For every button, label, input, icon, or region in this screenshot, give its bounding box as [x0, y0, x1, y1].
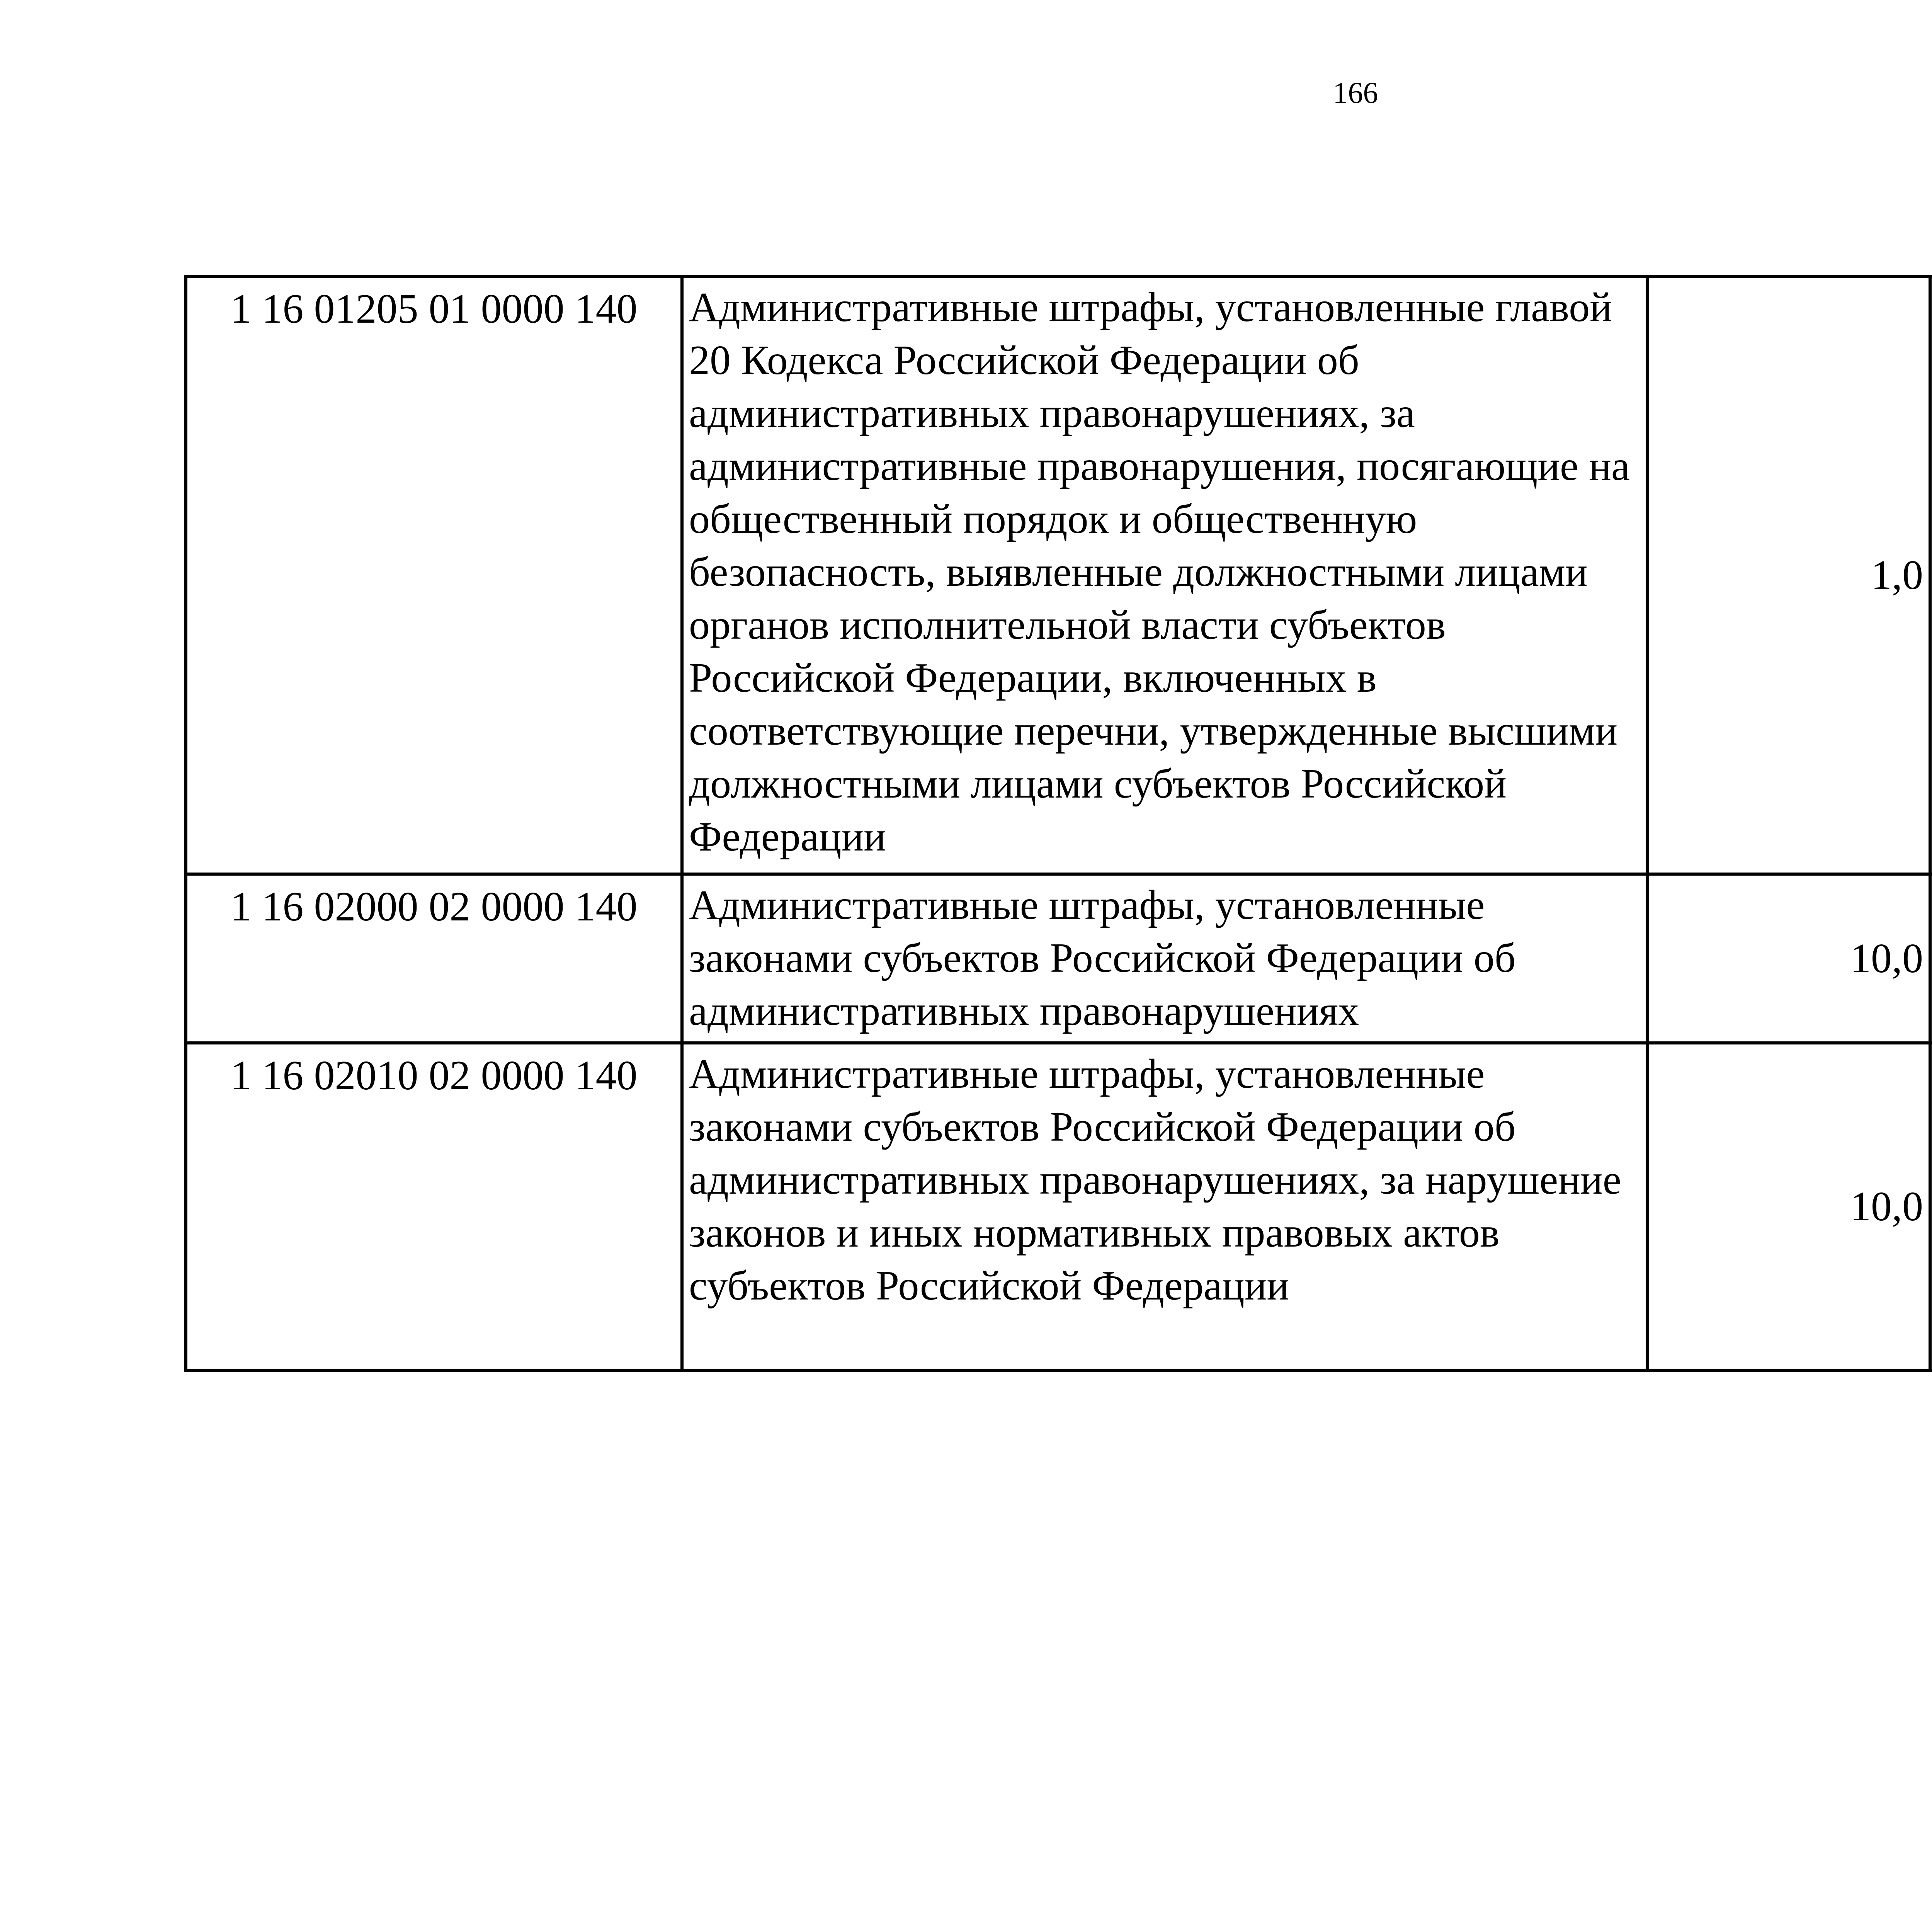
- revenue-name-cell: Административные штрафы, установленные главой 20 Кодекса Российской Федерации об административных правонарушениях, за административные правонарушения, посягающие на общественный порядок и общественную безопасность, выявленные должностными лицами органов исполнительной власти субъектов Российской Федерации, включенных в соответствующие перечни, утвержденные высшими должностными лицами субъектов Российской Федерации: [682, 276, 1647, 874]
- budget-code-cell: 1 16 01205 01 0000 140: [186, 276, 682, 874]
- value-cell-1: 10,0: [1647, 874, 1930, 1043]
- table-row: [186, 1043, 1932, 1370]
- value-cell-1: 10,0: [1647, 1043, 1930, 1370]
- value-cell-2: [1930, 276, 1932, 874]
- value-cell-1: 1,0: [1647, 276, 1930, 874]
- table-row: [186, 276, 1932, 874]
- revenue-name-cell: Административные штрафы, установленные законами субъектов Российской Федерации об административных правонарушениях, за нарушение законов и иных нормативных правовых актов субъектов Российской Федерации: [682, 1043, 1647, 1370]
- revenue-name-cell: Административные штрафы, установленные законами субъектов Российской Федерации об административных правонарушениях: [682, 874, 1647, 1043]
- budget-code-cell: 1 16 02010 02 0000 140: [186, 1043, 682, 1370]
- table-row: [186, 874, 1932, 1043]
- page-number: 166: [1333, 76, 1378, 109]
- value-cell-2: [1930, 874, 1932, 1043]
- budget-code-cell: 1 16 02000 02 0000 140: [186, 874, 682, 1043]
- value-cell-2: [1930, 1043, 1932, 1370]
- budget-table: [184, 275, 1932, 1372]
